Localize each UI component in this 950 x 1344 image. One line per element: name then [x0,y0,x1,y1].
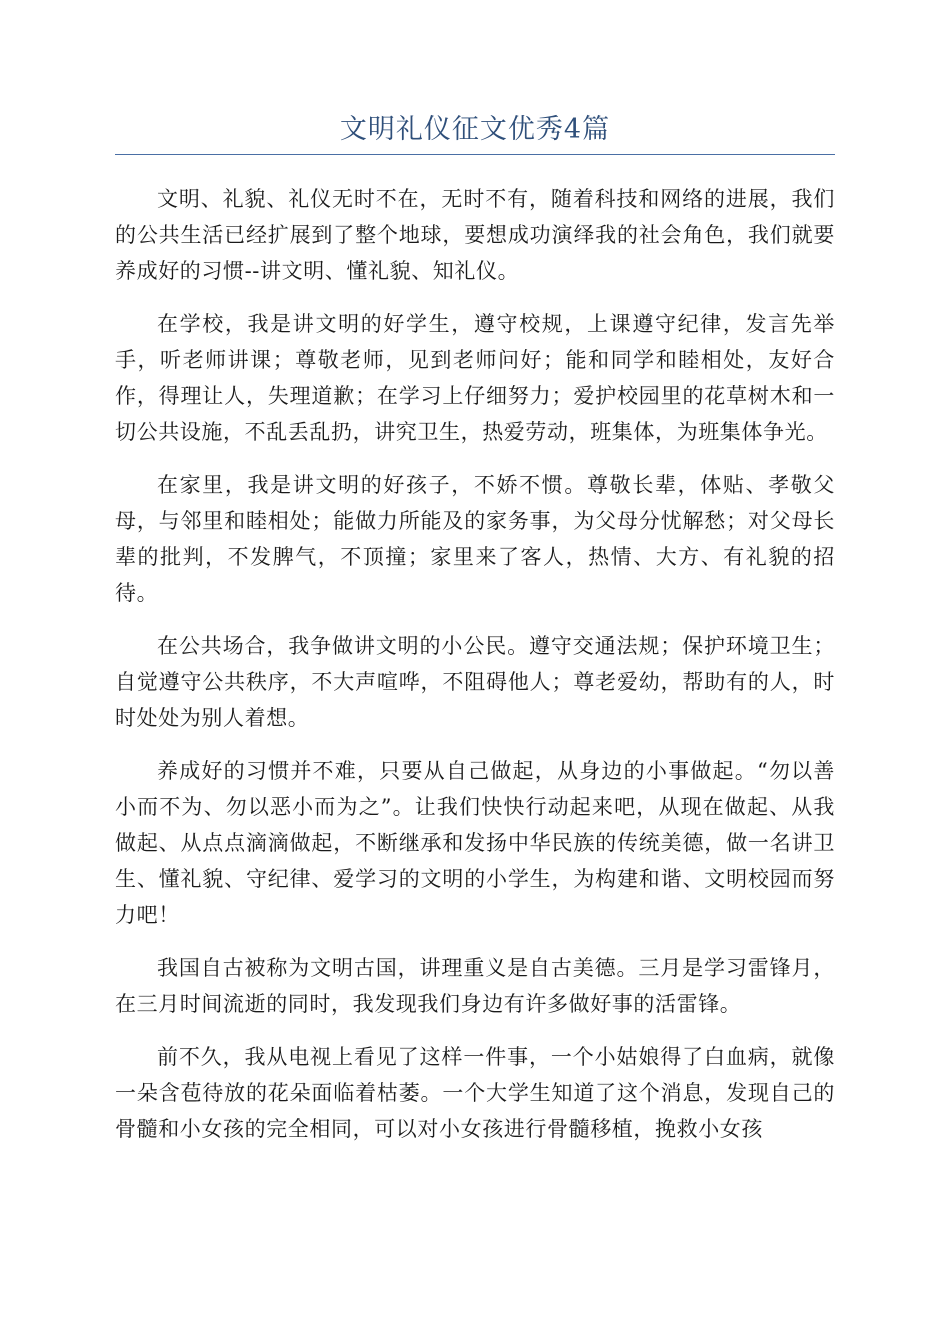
paragraph-2: 在学校，我是讲文明的好学生，遵守校规，上课遵守纪律，发言先举手，听老师讲课；尊敬老师，见到老师问好；能和同学和睦相处，友好合作，得理让人，失理道歉；在学习上仔细努力；爱护校园里的花草树木和一切公共设施，不乱丢乱扔，讲究卫生，热爱劳动，班集体，为班集体争光。 [115,312,835,444]
document-page [115,110,835,1164]
paragraph-5: 养成好的习惯并不难，只要从自己做起，从身边的小事做起。“勿以善小而不为、勿以恶小而为之”。让我们快快行动起来吧，从现在做起、从我做起、从点点滴滴做起，不断继承和发扬中华民族的传统美德，做一名讲卫生、懂礼貌、守纪律、爱学习的文明的小学生，为构建和谐、文明校园而努力吧！ [115,759,835,927]
title-underline [115,154,835,155]
paragraph-7: 前不久，我从电视上看见了这样一件事，一个小姑娘得了白血病，就像一朵含苞待放的花朵面临着枯萎。一个大学生知道了这个消息，发现自己的骨髓和小女孩的完全相同，可以对小女孩进行骨髓移植，挽救小女孩 [115,1045,835,1141]
paragraph-1: 文明、礼貌、礼仪无时不在，无时不有，随着科技和网络的进展，我们的公共生活已经扩展到了整个地球，要想成功演绎我的社会角色，我们就要养成好的习惯--讲文明、懂礼貌、知礼仪。 [115,187,835,283]
document-title: 文明礼仪征文优秀4篇 [339,114,611,145]
paragraph-3: 在家里，我是讲文明的好孩子，不娇不惯。尊敬长辈，体贴、孝敬父母，与邻里和睦相处；能做力所能及的家务事，为父母分忧解愁；对父母长辈的批判，不发脾气，不顶撞；家里来了客人，热情、大方、有礼貌的招待。 [115,473,835,605]
paragraph-4: 在公共场合，我争做讲文明的小公民。遵守交通法规；保护环境卫生；自觉遵守公共秩序，不大声喧哗，不阻碍他人；尊老爱幼，帮助有的人，时时处处为别人着想。 [115,634,835,730]
paragraph-6: 我国自古被称为文明古国，讲理重义是自古美德。三月是学习雷锋月，在三月时间流逝的同时，我发现我们身边有许多做好事的活雷锋。 [115,956,835,1016]
